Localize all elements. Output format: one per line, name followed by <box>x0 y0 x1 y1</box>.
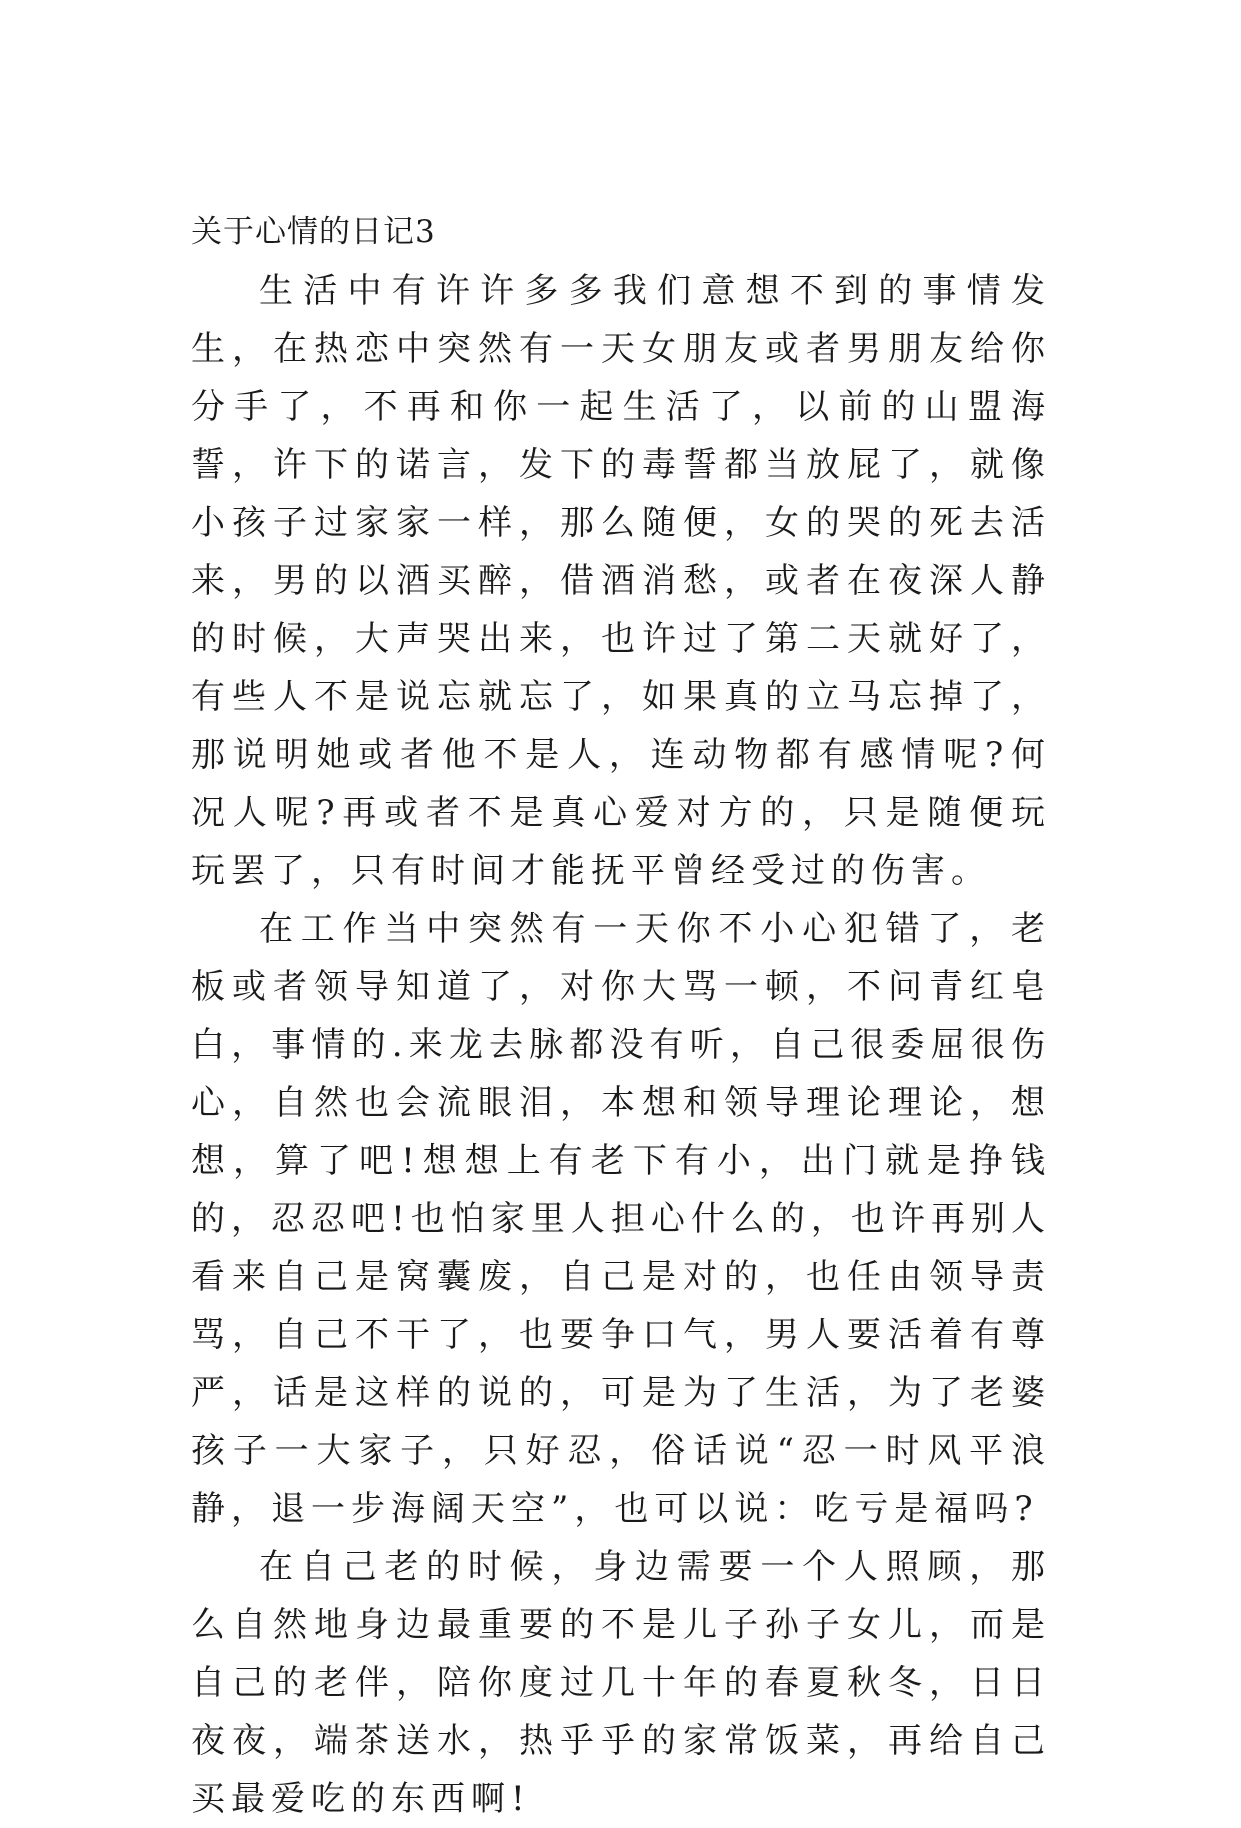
paragraph-3: 在自己老的时候，身边需要一个人照顾，那么自然地身边最重要的不是儿子孙子女儿，而是自己的老伴，陪你度过几十年的春夏秋冬，日日夜夜，端茶送水，热乎乎的家常饭菜，再给自己买最爱吃的东西啊! <box>191 1547 1051 1819</box>
document-body <box>191 212 1051 1828</box>
document-title: 关于心情的日记3 <box>191 214 436 250</box>
paragraph-1: 生活中有许许多多我们意想不到的事情发生，在热恋中突然有一天女朋友或者男朋友给你分手了，不再和你一起生活了，以前的山盟海誓，许下的诺言，发下的毒誓都当放屁了，就像小孩子过家家一样，那么随便，女的哭的死去活来，男的以酒买醉，借酒消愁，或者在夜深人静的时候，大声哭出来，也许过了第二天就好了，有些人不是说忘就忘了，如果真的立马忘掉了，那说明她或者他不是人，连动物都有感情呢?何况人呢?再或者不是真心爱对方的，只是随便玩玩罢了，只有时间才能抚平曾经受过的伤害。 <box>191 271 1051 891</box>
paragraph-2: 在工作当中突然有一天你不小心犯错了，老板或者领导知道了，对你大骂一顿，不问青红皂白，事情的.来龙去脉都没有听，自己很委屈很伤心，自然也会流眼泪，本想和领导理论理论，想想，算了吧!想想上有老下有小，出门就是挣钱的，忍忍吧!也怕家里人担心什么的，也许再别人看来自己是窝囊废，自己是对的，也任由领导责骂，自己不干了，也要争口气，男人要活着有尊严，话是这样的说的，可是为了生活，为了老婆孩子一大家子，只好忍，俗话说“忍一时风平浪静，退一步海阔天空”，也可以说：吃亏是福吗? <box>191 909 1051 1529</box>
